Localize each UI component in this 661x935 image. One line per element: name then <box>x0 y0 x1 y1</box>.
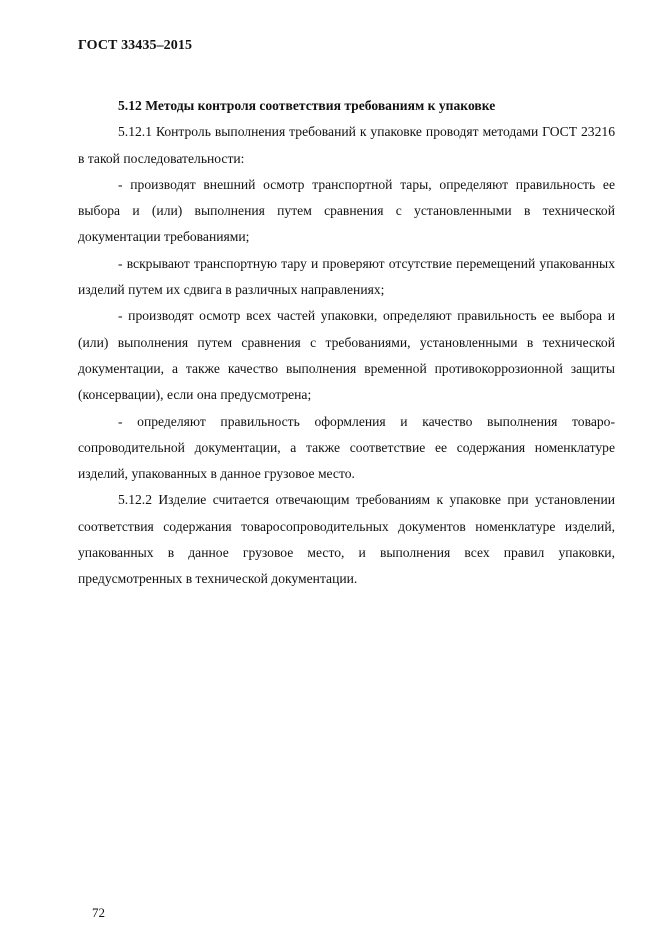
section-title: 5.12 Методы контроля соответствия требованиям к упаковке <box>118 98 496 113</box>
list-item-inspect-packaging: - производят осмотр всех частей упаковки, определяют правильность ее выбора и (или) выполнения путем сравнения с требованиями, установленными в технической документации, а также качество выполнения временной противокоррозионной защиты (консервации), если она предусмотрена; <box>78 308 615 403</box>
page-number: 72 <box>92 905 105 920</box>
paragraph-5-12-2: 5.12.2 Изделие считается отвечающим требованиям к упаковке при установлении соответствия содержания товаросопроводительных документов номенклатуре изделий, упакованных в данное грузовое место, и выполнения всех правил упаковки, предусмотренных в технической документации. <box>78 492 615 587</box>
list-item-external-inspection: - производят внешний осмотр транспортной тары, определяют правильность ее выбора и (или) выполнения путем сравнения с установленными в технической документации требованиями; <box>78 176 615 245</box>
document-body <box>78 93 615 593</box>
document-header: ГОСТ 33435–2015 <box>78 38 193 53</box>
paragraph-5-12-1: 5.12.1 Контроль выполнения требований к упаковке проводят методами ГОСТ 23216 в такой последовательности: <box>78 124 615 166</box>
list-item-documentation: - определяют правильность оформления и качество выполнения товаросопроводительной документации, а также соответствие ее содержания номенклатуре изделий, упакованных в данное грузовое место. <box>78 413 615 482</box>
list-item-open-container: - вскрывают транспортную тару и проверяют отсутствие перемещений упакованных изделий путем их сдвига в различных направлениях; <box>78 255 615 298</box>
